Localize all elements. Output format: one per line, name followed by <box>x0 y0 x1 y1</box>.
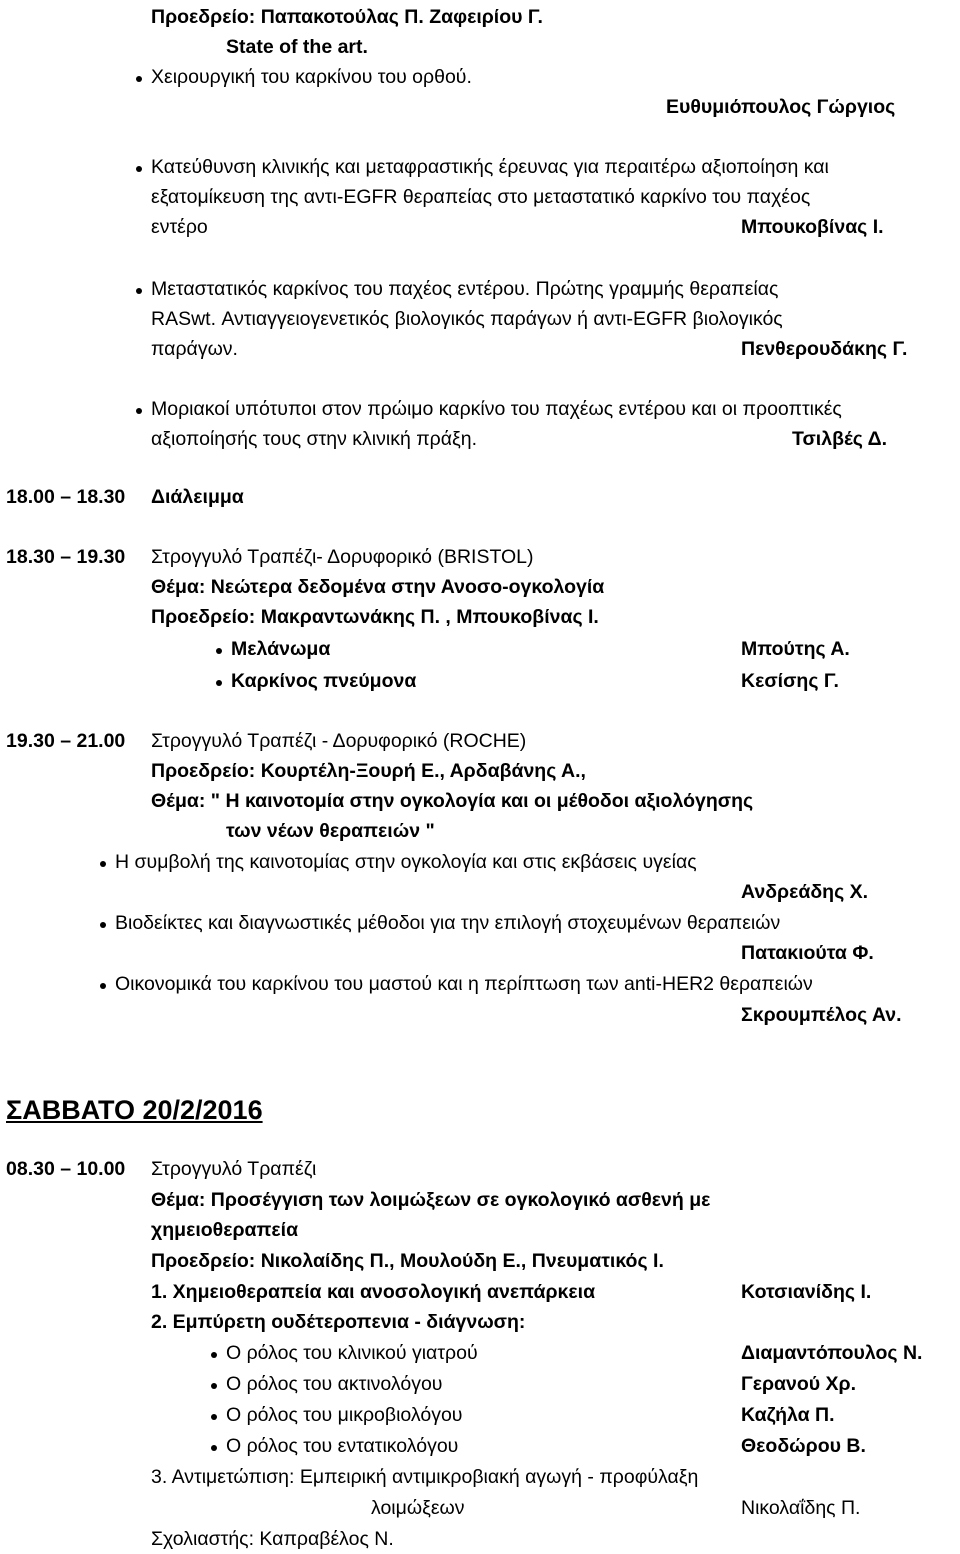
block3-item-title: Η συμβολή της καινοτομίας στην ογκολογία και στις εκβάσεις υγείας <box>115 851 697 873</box>
talk1-title: Χειρουργική του καρκίνου του ορθού. <box>151 66 472 88</box>
block2-time: 18.30 – 19.30 <box>6 546 126 568</box>
block4-subitem-title: Ο ρόλος του κλινικού γιατρού <box>226 1342 478 1364</box>
block4-commentator: Σχολιαστής: Καπραβέλος Ν. <box>151 1528 394 1550</box>
block1-chairs: Προεδρείο: Παπακοτούλας Π. Ζαφειρίου Γ. <box>151 6 543 28</box>
block4-subitem-speaker: Καζήλα Π. <box>741 1404 835 1426</box>
talk3-title-line2: RASwt. Αντιαγγειογενετικός βιολογικός παράγων ή αντι-EGFR βιολογικός <box>151 308 783 330</box>
day-heading: ΣΑΒΒΑΤΟ 20/2/2016 <box>6 1095 263 1125</box>
break-label: Διάλειμμα <box>151 486 244 508</box>
talk4-title-line2: αξιοποίησής τους στην κλινική πράξη. <box>151 428 478 450</box>
block4-item3-line1: 3. Αντιμετώπιση: Εμπειρική αντιμικροβιακή αγωγή - προφύλαξη <box>151 1466 699 1488</box>
block2-item-speaker: Μπούτης Α. <box>741 638 850 660</box>
block3-item-speaker: Ανδρεάδης Χ. <box>741 881 869 903</box>
block4-item1-speaker: Κοτσιανίδης Ι. <box>741 1281 872 1303</box>
block3-item-title: Οικονομικά του καρκίνου του μαστού και η περίπτωση των anti-HER2 θεραπειών <box>115 973 813 995</box>
block4-item1: 1. Χημειοθεραπεία και ανοσολογική ανεπάρκεια <box>151 1281 596 1303</box>
block3-topic-line1: Θέμα: " Η καινοτομία στην ογκολογία και οι μέθοδοι αξιολόγησης <box>151 790 754 812</box>
block4-chairs: Προεδρείο: Νικολαίδης Π., Μουλούδη Ε., Πνευματικός Ι. <box>151 1250 664 1272</box>
state-of-art-label: State of the art. <box>226 36 368 58</box>
talk2-title-line3: εντέρο <box>151 216 208 238</box>
block3-item-title: Βιοδείκτες και διαγνωστικές μέθοδοι για την επιλογή στοχευμένων θεραπειών <box>115 912 781 934</box>
talk2-speaker: Μπουκοβίνας Ι. <box>741 216 884 238</box>
talk2-title-line1: Κατεύθυνση κλινικής και μεταφραστικής έρευνας για περαιτέρω αξιοποίηση και <box>151 156 829 178</box>
block4-item2: 2. Εμπύρετη ουδέτεροπενια - διάγνωση: <box>151 1311 526 1333</box>
block3-item-speaker: Πατακιούτα Φ. <box>741 942 874 964</box>
break-time: 18.00 – 18.30 <box>6 486 126 508</box>
talk3-title-line3: παράγων. <box>151 338 238 360</box>
block4-subitem-title: Ο ρόλος του ακτινολόγου <box>226 1373 443 1395</box>
block4-topic-line2: χημειοθεραπεία <box>151 1219 299 1241</box>
block2-topic: Θέμα: Νεώτερα δεδομένα στην Ανοσο-ογκολογία <box>151 576 605 598</box>
block2-item-title: Μελάνωμα <box>231 638 331 660</box>
block4-item3-speaker: Νικολαΐδης Π. <box>741 1497 861 1519</box>
talk2-title-line2: εξατομίκευση της αντι-EGFR θεραπείας στο μεταστατικό καρκίνο του παχέος <box>151 186 811 208</box>
block2-item-title: Καρκίνος πνεύμονα <box>231 670 417 692</box>
talk1-speaker: Ευθυμιόπουλος Γώργιος <box>666 96 896 118</box>
block3-topic-line2: των νέων θεραπειών " <box>226 820 435 842</box>
block3-time: 19.30 – 21.00 <box>6 730 126 752</box>
block3-title: Στρογγυλό Τραπέζι - Δορυφορικό (ROCHE) <box>151 730 527 752</box>
block4-subitem-speaker: Γερανού Χρ. <box>741 1373 857 1395</box>
block2-item-speaker: Κεσίσης Γ. <box>741 670 839 692</box>
block3-item-speaker: Σκρουμπέλος Αν. <box>741 1004 902 1026</box>
block4-subitem-title: Ο ρόλος του εντατικολόγου <box>226 1435 459 1457</box>
block3-chairs: Προεδρείο: Κουρτέλη-Ξουρή Ε., Αρδαβάνης Α., <box>151 760 586 782</box>
talk4-title-line1: Μοριακοί υπότυποι στον πρώιμο καρκίνο του παχέως εντέρου και οι προοπτικές <box>151 398 842 420</box>
block4-subitem-speaker: Διαμαντόπουλος Ν. <box>741 1342 923 1364</box>
talk4-speaker: Τσιλβές Δ. <box>792 428 888 450</box>
talk3-speaker: Πενθερουδάκης Γ. <box>741 338 908 360</box>
block4-topic-line1: Θέμα: Προσέγγιση των λοιμώξεων σε ογκολογικό ασθενή με <box>151 1189 711 1211</box>
block4-item3-line2: λοιμώξεων <box>371 1497 465 1519</box>
talk3-title-line1: Μεταστατικός καρκίνος του παχέος εντέρου. Πρώτης γραμμής θεραπείας <box>151 278 779 300</box>
block4-subitem-title: Ο ρόλος του μικροβιολόγου <box>226 1404 463 1426</box>
block4-time: 08.30 – 10.00 <box>6 1158 126 1180</box>
block2-title: Στρογγυλό Τραπέζι- Δορυφορικό (BRISTOL) <box>151 546 534 568</box>
block2-chairs: Προεδρείο: Μακραντωνάκης Π. , Μπουκοβίνας Ι. <box>151 606 599 628</box>
block4-subitem-speaker: Θεοδώρου Β. <box>741 1435 866 1457</box>
block4-title: Στρογγυλό Τραπέζι <box>151 1158 317 1180</box>
